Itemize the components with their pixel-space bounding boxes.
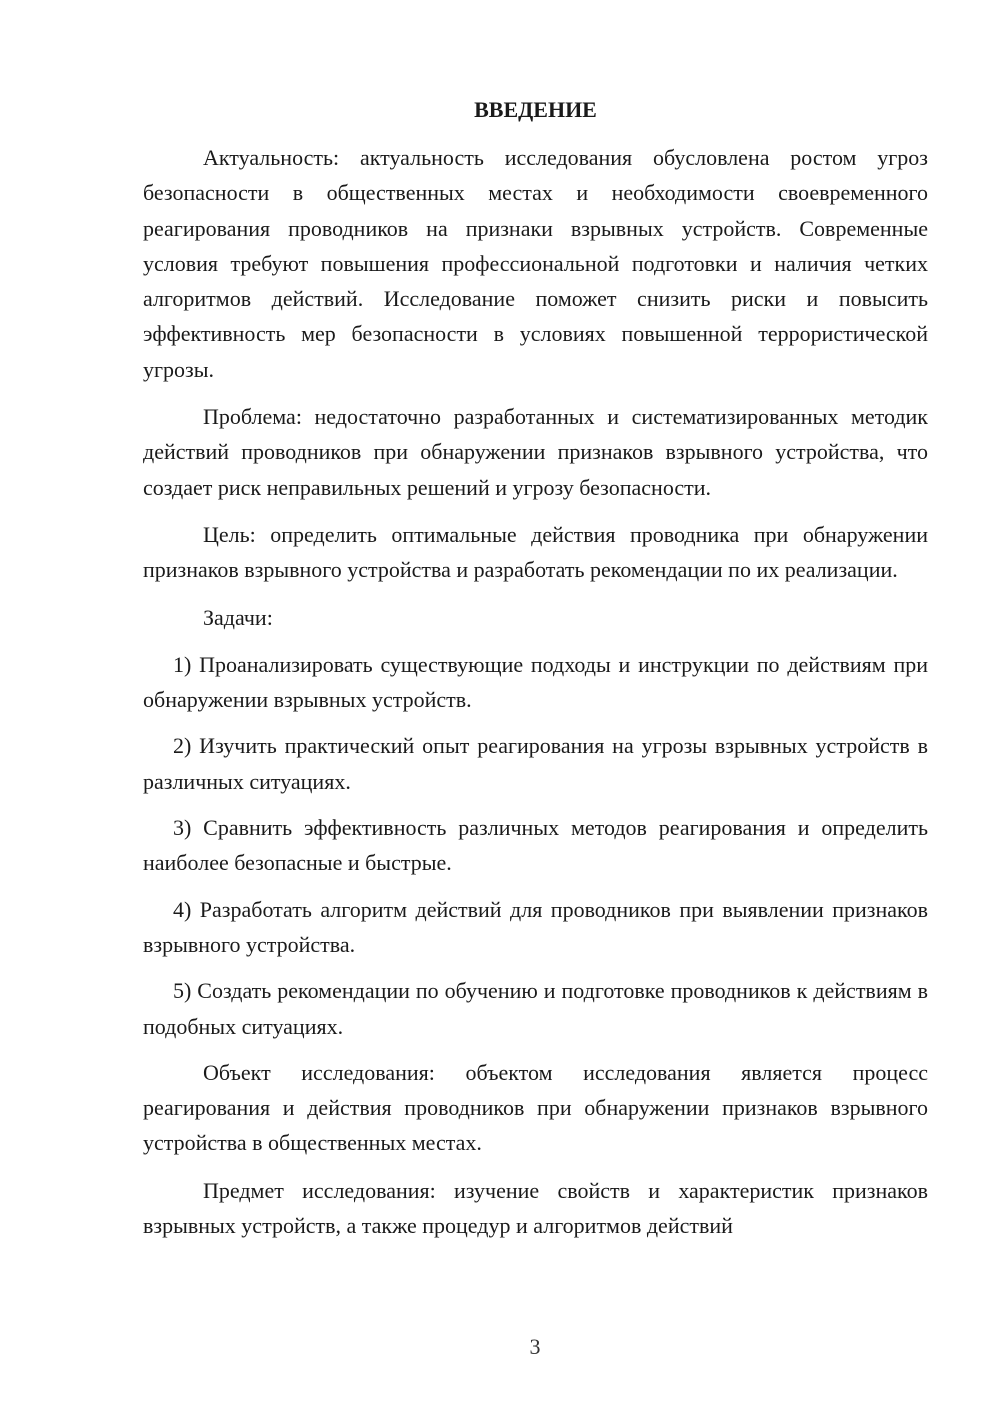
goal-paragraph: Цель: определить оптимальные действия проводника при обнаружении признаков взрывного устройства и разработать рекомендации по их реализации. <box>143 521 928 583</box>
task-item: 5) Создать рекомендации по обучению и подготовке проводников к действиям в подобных ситуациях. <box>143 978 928 1039</box>
object-paragraph: Объект исследования: объектом исследования является процесс реагирования и действия проводников при обнаружении признаков взрывного устройства в общественных местах. <box>143 1059 928 1156</box>
tasks-label: Задачи: <box>203 604 273 630</box>
page-number: 3 <box>529 1334 541 1359</box>
task-item: 2) Изучить практический опыт реагирования на угрозы взрывных устройств в различных ситуациях. <box>143 733 928 794</box>
page-body <box>143 92 928 1243</box>
task-item: 4) Разработать алгоритм действий для проводников при выявлении признаков взрывного устройства. <box>143 896 928 957</box>
relevance-paragraph: Актуальность: актуальность исследования обусловлена ростом угроз безопасности в общественных местах и необходимости своевременного реагирования проводников на признаки взрывных устройств. Современные условия требуют повышения профессиональной подготовки и наличия четких алгоритмов действий. Исследование поможет снизить риски и повысить эффективность мер безопасности в условиях повышенной террористической угрозы. <box>143 145 928 382</box>
task-item: 3) Сравнить эффективность различных методов реагирования и определить наиболее безопасные и быстрые. <box>143 815 928 876</box>
subject-paragraph: Предмет исследования: изучение свойств и характеристик признаков взрывных устройств, а также процедур и алгоритмов действий <box>143 1177 928 1239</box>
section-heading: ВВЕДЕНИЕ <box>474 97 597 122</box>
task-item: 1) Проанализировать существующие подходы и инструкции по действиям при обнаружении взрывных устройств. <box>143 651 928 713</box>
problem-paragraph: Проблема: недостаточно разработанных и систематизированных методик действий проводников при обнаружении признаков взрывного устройства, что создает риск неправильных решений и угрозу безопасности. <box>143 404 928 500</box>
